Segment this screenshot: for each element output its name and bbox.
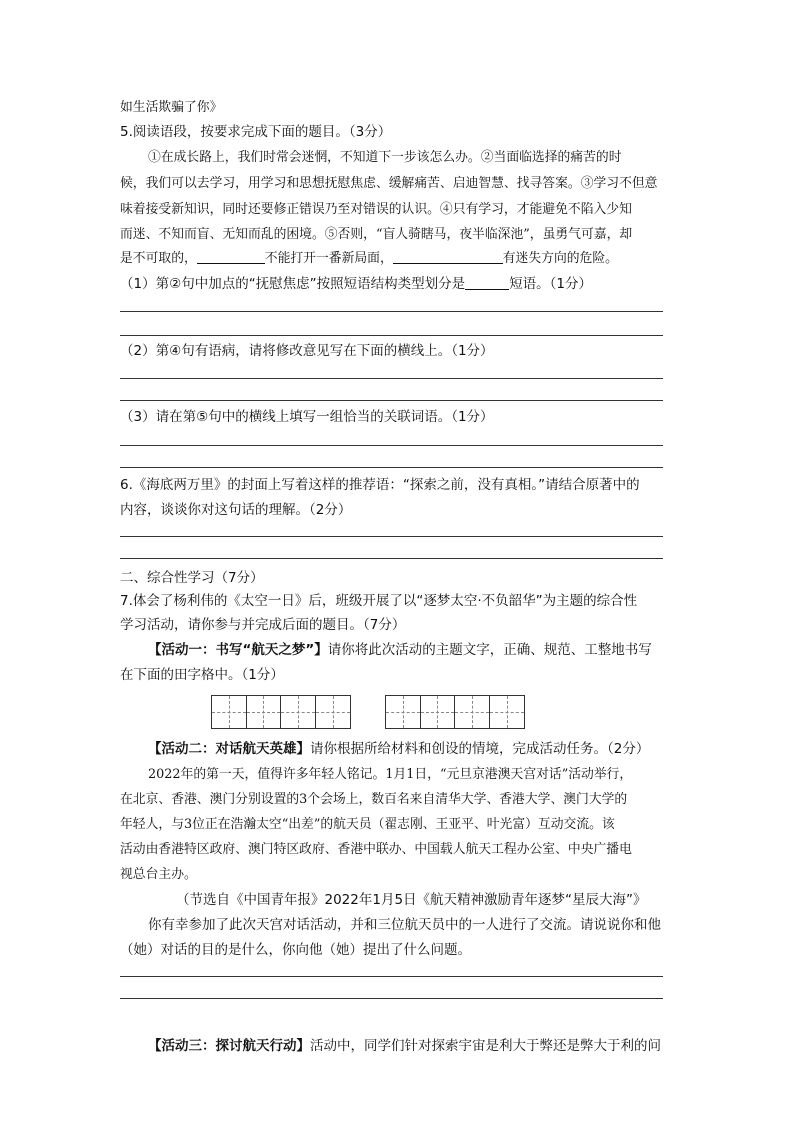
- activity-1-line-2: 在下面的田字格中。（1分）: [120, 667, 284, 683]
- poem-title-fragment: 如生活欺骗了你》: [120, 100, 223, 115]
- passage-line-3: 味着接受新知识，同时还要修正错误乃至对错误的认识。④只有学习，才能避免不陷入少知: [120, 202, 632, 217]
- phrase-type-blank[interactable]: [465, 275, 509, 290]
- material-line-3: 年轻人，与3位正在浩瀚太空“出差”的航天员（翟志刚、王亚平、叶光富）互动交流。该: [120, 817, 615, 832]
- activity-3-text: 活动中，同学们针对探索宇宙是利大于弊还是弊大于利的问: [310, 1038, 661, 1054]
- answer-line[interactable]: [120, 335, 663, 336]
- passage-line-5-part-2: 不能打开一番新局面，: [264, 251, 393, 266]
- material-line-5: 视总台主办。: [120, 867, 197, 882]
- task-line-2: （她）对话的目的是什么，你向他（她）提出了什么问题。: [120, 942, 471, 958]
- activity-2-label: 【活动二：对话航天英雄】: [148, 741, 310, 757]
- tianzige-cell[interactable]: [421, 696, 456, 728]
- material-source: （节选自《中国青年报》2022年1月5日《航天精神激励青年逐梦“星辰大海”》: [176, 892, 647, 908]
- question-5-3: （3）请在第⑤句中的横线上填写一组恰当的关联词语。（1分）: [120, 409, 494, 425]
- section-2-heading: 二、综合性学习（7分）: [120, 570, 264, 586]
- activity-3: [148, 1035, 680, 1057]
- conjunction-blank-2[interactable]: [393, 249, 503, 264]
- answer-line[interactable]: [120, 400, 663, 401]
- passage-line-5-part-3: 有迷失方向的危险。: [502, 251, 618, 266]
- question-5-1-suffix: 短语。（1分）: [509, 276, 593, 292]
- tianzige-cell[interactable]: [455, 696, 490, 728]
- material-line-2: 在北京、香港、澳门分别设置的3个会场上，数百名来自清华大学、香港大学、澳门大学的: [120, 792, 628, 807]
- passage-line-5-part-1: 是不可取的，: [120, 251, 197, 266]
- question-5-title: 5.阅读语段，按要求完成下面的题目。（3分）: [120, 124, 392, 140]
- question-5-2: （2）第④句有语病，请将修改意见写在下面的横线上。（1分）: [120, 343, 494, 359]
- activity-1-label: 【活动一：书写“航天之梦”】: [148, 642, 328, 658]
- tianzige-cell[interactable]: [212, 696, 247, 728]
- tianzige-cell[interactable]: [281, 696, 316, 728]
- answer-line[interactable]: [120, 378, 663, 379]
- tianzige-cell[interactable]: [247, 696, 282, 728]
- activity-2: [148, 738, 680, 760]
- answer-line[interactable]: [120, 467, 663, 468]
- activity-2-text: 请你根据所给材料和创设的情境，完成活动任务。（2分）: [310, 741, 650, 757]
- activity-1-text: 请你将此次活动的主题文字，正确、规范、工整地书写: [327, 642, 652, 658]
- question-5-1-text: （1）第②句中加点的“抚慰焦虑”按照短语结构类型划分是: [120, 276, 466, 292]
- passage-line-2: 候，我们可以去学习，用学习和思想抚慰焦虑、缓解痛苦、启迪智慧、找寻答案。③学习不但意: [120, 176, 658, 191]
- material-line-1: 2022年的第一天，值得许多年轻人铭记。1月1日，“元旦京港澳天宫对话”活动举行，: [148, 767, 633, 782]
- passage-line-4: 而迷、不知而盲、无知而乱的困境。⑤否则，“盲人骑瞎马，夜半临深池”，虽勇气可嘉，却: [120, 227, 633, 242]
- answer-line[interactable]: [120, 558, 663, 559]
- activity-1: [148, 639, 680, 661]
- question-6-line-2: 内容，谈谈你对这句话的理解。（2分）: [120, 502, 352, 518]
- tianzige-cell[interactable]: [386, 696, 421, 728]
- tianzige-grid-1[interactable]: [211, 695, 351, 729]
- passage-line-5: [120, 248, 680, 270]
- answer-line[interactable]: [120, 536, 663, 537]
- tianzige-cell[interactable]: [490, 696, 525, 728]
- answer-line[interactable]: [120, 445, 663, 446]
- conjunction-blank-1[interactable]: [197, 249, 265, 264]
- material-line-4: 活动由香港特区政府、澳门特区政府、香港中联办、中国载人航天工程办公室、中央广播电: [120, 842, 632, 857]
- task-line-1: 你有幸参加了此次天宫对话活动，并和三位航天员中的一人进行了交流。请说说你和他: [148, 917, 661, 933]
- question-6-line-1: 6.《海底两万里》的封面上写着这样的推荐语：“探索之前，没有真相。”请结合原著中的: [120, 477, 640, 493]
- tianzige-grid-2[interactable]: [385, 695, 525, 729]
- question-7-line-1: 7.体会了杨利伟的《太空一日》后，班级开展了以“逐梦太空·不负韶华”为主题的综合性: [120, 593, 638, 609]
- passage-line-1: ①在成长路上，我们时常会迷惘，不知道下一步该怎么办。②当面临选择的痛苦的时: [148, 150, 622, 165]
- question-7-line-2: 学习活动，请你参与并完成后面的题目。（7分）: [120, 617, 406, 633]
- answer-line[interactable]: [120, 976, 663, 977]
- activity-3-label: 【活动三：探讨航天行动】: [148, 1038, 310, 1054]
- answer-line[interactable]: [120, 998, 663, 999]
- tianzige-cell[interactable]: [316, 696, 351, 728]
- question-5-1: [120, 273, 680, 295]
- answer-line[interactable]: [120, 311, 663, 312]
